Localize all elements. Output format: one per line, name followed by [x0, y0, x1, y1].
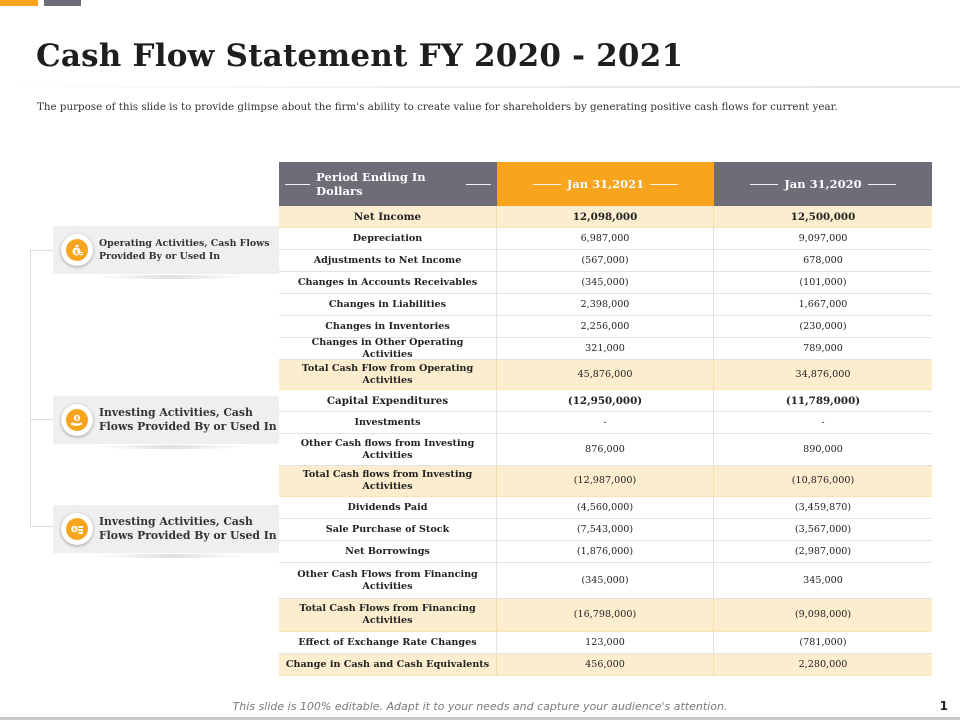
table-row — [279, 434, 932, 466]
side-label-operating — [53, 226, 279, 274]
table-row — [279, 250, 932, 272]
table-header — [279, 162, 932, 206]
header-2021 — [497, 162, 714, 206]
row-label: Net Income — [279, 206, 497, 227]
row-value-2021: (16,798,000) — [497, 599, 714, 631]
row-label: Changes in Inventories — [279, 316, 497, 337]
row-label: Adjustments to Net Income — [279, 250, 497, 271]
row-value-2021: 6,987,000 — [497, 228, 714, 249]
header-2021-text: Jan 31,2021 — [566, 177, 645, 191]
page-title: Cash Flow Statement FY 2020 - 2021 — [36, 38, 684, 74]
table-row — [279, 632, 932, 654]
row-label: Other Cash flows from Investing Activities — [279, 434, 497, 465]
row-value-2021: (7,543,000) — [497, 519, 714, 540]
side-label-text: Investing Activities, Cash Flows Provided By or Used In — [99, 406, 277, 433]
title-divider — [0, 86, 960, 88]
row-value-2021: - — [497, 412, 714, 433]
table-row — [279, 563, 932, 599]
row-value-2020: (781,000) — [799, 636, 847, 648]
table-row-total — [279, 599, 932, 632]
hand-coin-icon — [61, 404, 93, 436]
row-label: Total Cash flows from Investing Activities — [279, 466, 497, 496]
side-label-investing — [53, 396, 279, 444]
side-label-text: Investing Activities, Cash Flows Provided By or Used In — [99, 515, 277, 542]
row-label: Changes in Liabilities — [279, 294, 497, 315]
table-row — [279, 412, 932, 434]
side-label-financing — [53, 505, 279, 553]
svg-text:$: $ — [72, 527, 77, 533]
row-value-2020: (230,000) — [799, 320, 847, 332]
table-row-total — [279, 360, 932, 390]
row-value-2020: (101,000) — [799, 276, 847, 288]
money-bag-icon — [61, 234, 93, 266]
bracket-tick-2 — [30, 419, 53, 420]
table-row-total — [279, 466, 932, 497]
table-row — [279, 390, 932, 412]
row-value-2021: (1,876,000) — [497, 541, 714, 562]
row-value-2020: (10,876,000) — [791, 475, 855, 486]
page-number: 1 — [939, 699, 948, 713]
row-value-2020: 890,000 — [803, 443, 843, 455]
table-row — [279, 316, 932, 338]
row-value-2020: (2,987,000) — [794, 545, 852, 557]
table-row — [279, 206, 932, 228]
row-value-2020: (9,098,000) — [794, 609, 852, 620]
table-row — [279, 497, 932, 519]
table-row — [279, 338, 932, 360]
coins-cash-icon — [61, 513, 93, 545]
top-accent-bar-orange — [0, 0, 38, 6]
row-label: Total Cash Flow from Operating Activities — [279, 360, 497, 389]
row-value-2021: (12,987,000) — [497, 466, 714, 496]
row-label: Depreciation — [279, 228, 497, 249]
side-label-text: Operating Activities, Cash Flows Provided By or Used In — [99, 238, 270, 262]
row-label: Effect of Exchange Rate Changes — [279, 632, 497, 653]
group-bracket-line — [30, 250, 31, 526]
row-value-2020: 678,000 — [803, 254, 843, 266]
row-value-2020: 12,500,000 — [790, 210, 856, 223]
header-2020-text: Jan 31,2020 — [784, 177, 862, 191]
row-value-2020: 789,000 — [803, 342, 843, 354]
row-label: Investments — [279, 412, 497, 433]
bracket-tick-3 — [30, 526, 53, 527]
row-label: Changes in Accounts Receivables — [279, 272, 497, 293]
table-row — [279, 541, 932, 563]
row-value-2021: (345,000) — [497, 563, 714, 598]
row-value-2021: (345,000) — [497, 272, 714, 293]
row-value-2021: 12,098,000 — [497, 206, 714, 227]
row-value-2020: 9,097,000 — [798, 232, 848, 244]
table-row-total — [279, 654, 932, 676]
row-value-2020: 345,000 — [803, 574, 843, 586]
row-label: Change in Cash and Cash Equivalents — [279, 654, 497, 675]
row-value-2021: (4,560,000) — [497, 497, 714, 518]
row-value-2021: 321,000 — [497, 338, 714, 359]
row-value-2020: 1,667,000 — [798, 298, 848, 310]
row-label: Sale Purchase of Stock — [279, 519, 497, 540]
row-value-2020: 34,876,000 — [795, 368, 851, 380]
row-value-2020: - — [821, 416, 825, 428]
row-value-2021: 876,000 — [497, 434, 714, 465]
row-value-2021: 2,398,000 — [497, 294, 714, 315]
top-accent-bar-gray — [44, 0, 81, 6]
row-value-2020: (3,459,870) — [794, 501, 852, 513]
row-value-2021: 123,000 — [497, 632, 714, 653]
table-row — [279, 294, 932, 316]
row-label: Total Cash Flows from Financing Activities — [279, 599, 497, 631]
table-row — [279, 228, 932, 250]
header-period — [279, 162, 497, 206]
cash-flow-table — [279, 162, 932, 676]
row-value-2021: 456,000 — [497, 654, 714, 675]
table-row — [279, 272, 932, 294]
row-value-2020: (11,789,000) — [785, 394, 861, 407]
row-label: Other Cash Flows from Financing Activities — [279, 563, 497, 598]
row-value-2021: (567,000) — [497, 250, 714, 271]
row-value-2021: 2,256,000 — [497, 316, 714, 337]
row-value-2021: (12,950,000) — [497, 390, 714, 411]
bracket-tick-1 — [30, 250, 53, 251]
row-label: Net Borrowings — [279, 541, 497, 562]
row-label: Changes in Other Operating Activities — [279, 338, 497, 359]
svg-text:$: $ — [74, 249, 79, 256]
row-label: Capital Expenditures — [279, 390, 497, 411]
svg-text:$: $ — [75, 416, 79, 422]
header-period-text: Period Ending In Dollars — [316, 170, 426, 198]
page-subtitle: The purpose of this slide is to provide glimpse about the firm's ability to create value for shareholders by generating positive cash flows for current year. — [37, 101, 838, 113]
row-value-2020: 2,280,000 — [798, 658, 848, 670]
row-value-2021: 45,876,000 — [497, 360, 714, 389]
row-value-2020: (3,567,000) — [794, 523, 852, 535]
table-row — [279, 519, 932, 541]
footer-note: This slide is 100% editable. Adapt it to your needs and capture your audience's attention. — [232, 700, 728, 713]
header-2020 — [714, 162, 932, 206]
row-label: Dividends Paid — [279, 497, 497, 518]
